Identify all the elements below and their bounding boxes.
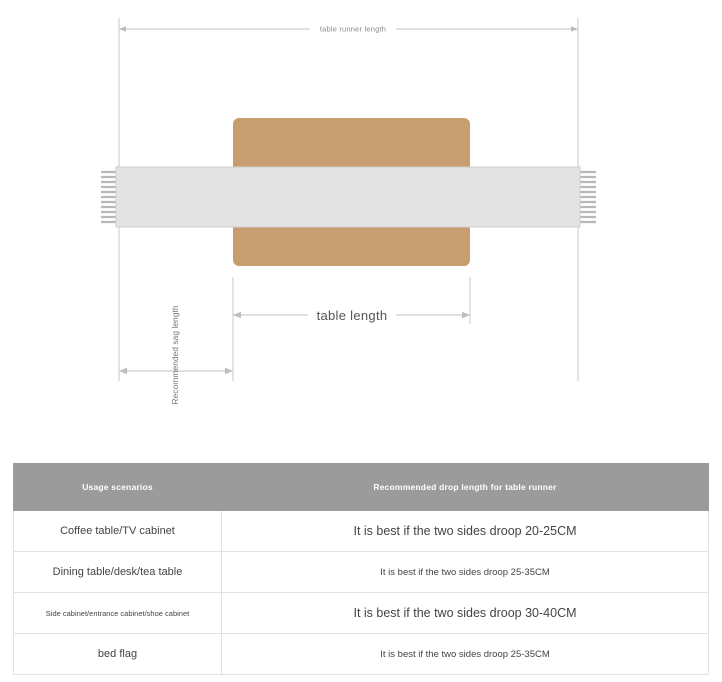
- cell-drop: It is best if the two sides droop 25-35CM: [222, 552, 709, 593]
- cell-scenario: Dining table/desk/tea table: [14, 552, 222, 593]
- header-recommended-drop: Recommended drop length for table runner: [222, 464, 709, 511]
- runner-fringe-right: [578, 172, 596, 222]
- table-length-dimension: [233, 277, 470, 381]
- table-length-label: table length: [316, 308, 388, 323]
- sag-length-label: Recommended sag length: [170, 305, 180, 405]
- cell-drop: It is best if the two sides droop 25-35CM: [222, 634, 709, 675]
- cell-drop: It is best if the two sides droop 20-25CM: [222, 511, 709, 552]
- runner-length-label: table runner length: [319, 24, 387, 34]
- table-body: [14, 511, 709, 675]
- table-row: [14, 634, 709, 675]
- table-header: [14, 464, 709, 511]
- header-usage-scenarios: Usage scenarios: [14, 464, 222, 511]
- table-row: [14, 552, 709, 593]
- table-header-row: [14, 464, 709, 511]
- drop-length-table: [13, 463, 709, 675]
- cell-scenario: Coffee table/TV cabinet: [14, 511, 222, 552]
- cell-scenario: Side cabinet/entrance cabinet/shoe cabinet: [14, 593, 222, 634]
- table-row: [14, 593, 709, 634]
- cell-drop: It is best if the two sides droop 30-40CM: [222, 593, 709, 634]
- table-runner-shape: [116, 167, 580, 227]
- cell-scenario: bed flag: [14, 634, 222, 675]
- table-row: [14, 511, 709, 552]
